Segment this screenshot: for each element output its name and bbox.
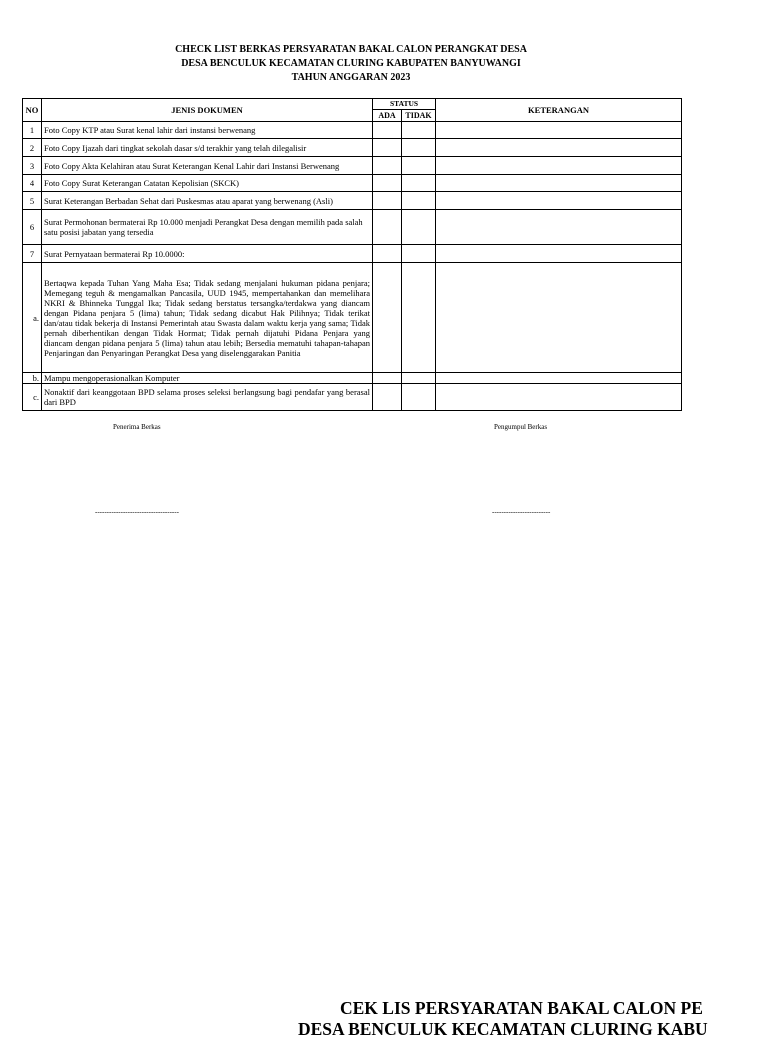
ada-cell[interactable] xyxy=(373,122,402,139)
keterangan-cell[interactable] xyxy=(436,373,682,384)
document-name: Mampu mengoperasionalkan Komputer xyxy=(42,373,373,384)
ada-cell[interactable] xyxy=(373,210,402,245)
col-jenis-dokumen-header: JENIS DOKUMEN xyxy=(42,99,373,122)
receiver-signature-line: ------------------------------------ xyxy=(95,508,179,516)
tidak-cell[interactable] xyxy=(402,373,436,384)
row-number: 1 xyxy=(23,122,42,139)
col-ada-header: ADA xyxy=(373,110,402,122)
title-line-2: DESA BENCULUK KECAMATAN CLURING KABUPATEN BANYUWANGI xyxy=(181,58,521,69)
ada-cell[interactable] xyxy=(373,384,402,411)
document-name: Foto Copy Akta Kelahiran atau Surat Keterangan Kenal Lahir dari Instansi Berwenang xyxy=(42,157,373,175)
tidak-cell[interactable] xyxy=(402,139,436,157)
col-no-header: NO xyxy=(23,99,42,122)
keterangan-cell[interactable] xyxy=(436,263,682,373)
table-row xyxy=(23,210,682,245)
table-subrow xyxy=(23,384,682,411)
document-name: Foto Copy Surat Keterangan Catatan Kepolisian (SKCK) xyxy=(42,175,373,192)
keterangan-cell[interactable] xyxy=(436,192,682,210)
keterangan-cell[interactable] xyxy=(436,122,682,139)
table-row xyxy=(23,245,682,263)
subrow-letter: a. xyxy=(23,263,42,373)
ada-cell[interactable] xyxy=(373,263,402,373)
receiver-label: Penerima Berkas xyxy=(113,423,161,431)
row-number: 4 xyxy=(23,175,42,192)
table-row xyxy=(23,157,682,175)
document-title xyxy=(0,43,702,85)
next-page-title xyxy=(298,998,708,1039)
ada-cell[interactable] xyxy=(373,157,402,175)
title-line-3: TAHUN ANGGARAN 2023 xyxy=(291,72,411,83)
row-number: 3 xyxy=(23,157,42,175)
document-name: Nonaktif dari keanggotaan BPD selama proses seleksi berlangsung bagi pendafar yang berasal dari BPD xyxy=(42,384,373,411)
ada-cell[interactable] xyxy=(373,139,402,157)
next-page-title-line-1: CEK LIS PERSYARATAN BAKAL CALON PE xyxy=(340,998,703,1018)
keterangan-cell[interactable] xyxy=(436,210,682,245)
keterangan-cell[interactable] xyxy=(436,245,682,263)
keterangan-cell[interactable] xyxy=(436,139,682,157)
document-name: Surat Keterangan Berbadan Sehat dari Puskesmas atau aparat yang berwenang (Asli) xyxy=(42,192,373,210)
keterangan-cell[interactable] xyxy=(436,384,682,411)
tidak-cell[interactable] xyxy=(402,192,436,210)
table-subrow xyxy=(23,263,682,373)
document-name: Surat Pernyataan bermaterai Rp 10.0000: xyxy=(42,245,373,263)
tidak-cell[interactable] xyxy=(402,263,436,373)
collector-signature-line: ------------------------- xyxy=(492,508,551,516)
tidak-cell[interactable] xyxy=(402,157,436,175)
collector-label: Pengumpul Berkas xyxy=(494,423,548,431)
tidak-cell[interactable] xyxy=(402,210,436,245)
subrow-letter: b. xyxy=(23,373,42,384)
tidak-cell[interactable] xyxy=(402,384,436,411)
document-name: Surat Permohonan bermaterai Rp 10.000 menjadi Perangkat Desa dengan memilih pada salah satu posisi jabatan yang tersedia xyxy=(42,210,373,245)
ada-cell[interactable] xyxy=(373,373,402,384)
keterangan-cell[interactable] xyxy=(436,175,682,192)
checklist-table xyxy=(22,98,682,411)
col-tidak-header: TIDAK xyxy=(402,110,436,122)
row-number: 6 xyxy=(23,210,42,245)
col-keterangan-header: KETERANGAN xyxy=(436,99,682,122)
document-name: Bertaqwa kepada Tuhan Yang Maha Esa; Tidak sedang menjalani hukuman pidana penjara; Memegang teguh & mengamalkan Pancasila, UUD 1945, mempertahankan dan memelihara NKRI & Bhinneka Tunggal Ika; Tidak sedang berstatus tersangka/terdakwa yang diancam dengan Pidana penjara 5 (lima) tahun; Tidak sedang dicabut Hak Pilihnya; Tidak terikat dan/atau tidak bekerja di Instansi Pemerintah atau Swasta dalam waktu kerja yang sama; Tidak pernah diberhentikan dengan Tidak Hormat; Tidak pernah dijatuhi Pidana Penjara yang diancam dengan pidana penjara 5 (lima) tahun atau lebih; Bersedia mematuhi tahapan-tahapan Penjaringan dan Penyaringan Perangkat Desa yang diselenggarakan Panitia xyxy=(42,263,373,373)
ada-cell[interactable] xyxy=(373,245,402,263)
document-name: Foto Copy Ijazah dari tingkat sekolah dasar s/d terakhir yang telah dilegalisir xyxy=(42,139,373,157)
row-number: 2 xyxy=(23,139,42,157)
ada-cell[interactable] xyxy=(373,175,402,192)
row-number: 7 xyxy=(23,245,42,263)
table-row xyxy=(23,139,682,157)
table-subrow xyxy=(23,373,682,384)
tidak-cell[interactable] xyxy=(402,175,436,192)
ada-cell[interactable] xyxy=(373,192,402,210)
table-row xyxy=(23,192,682,210)
next-page-title-line-2: DESA BENCULUK KECAMATAN CLURING KABU xyxy=(298,1019,708,1039)
table-row xyxy=(23,122,682,139)
document-name: Foto Copy KTP atau Surat kenal lahir dari instansi berwenang xyxy=(42,122,373,139)
title-line-1: CHECK LIST BERKAS PERSYARATAN BAKAL CALON PERANGKAT DESA xyxy=(175,44,527,55)
tidak-cell[interactable] xyxy=(402,245,436,263)
keterangan-cell[interactable] xyxy=(436,157,682,175)
subrow-letter: c. xyxy=(23,384,42,411)
tidak-cell[interactable] xyxy=(402,122,436,139)
col-status-header: STATUS xyxy=(373,99,436,110)
row-number: 5 xyxy=(23,192,42,210)
table-row xyxy=(23,175,682,192)
